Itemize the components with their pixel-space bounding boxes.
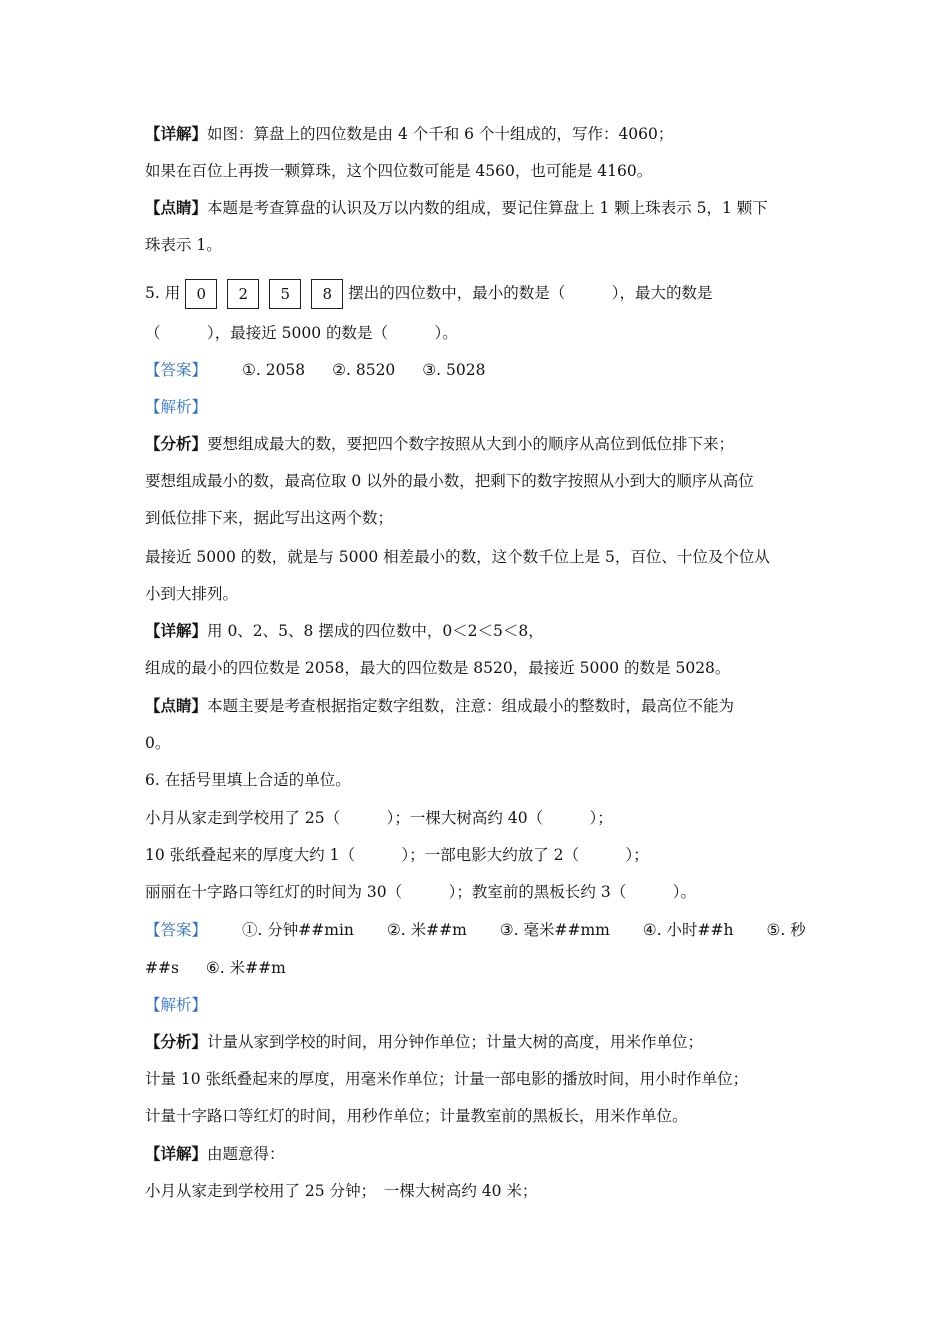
text-line: 0。	[145, 734, 171, 752]
text-line: 要想组成最小的数，最高位取 0 以外的最小数，把剩下的数字按照从小到大的顺序从高位	[145, 472, 754, 490]
answer-item: ②. 米##m	[386, 921, 467, 939]
question-6-line: 小月从家走到学校用了 25（ ）；一棵大树高约 40（ ）；	[145, 809, 613, 827]
answer-item: ③. 5028	[422, 361, 486, 379]
analysis-text: 计量从家到学校的时间，用分钟作单位；计量大树的高度，用米作单位；	[207, 1033, 704, 1051]
analysis-text: 要想组成最大的数，要把四个数字按照从大到小的顺序从高位到低位排下来；	[207, 435, 735, 453]
digit-card: 0	[185, 279, 217, 309]
answer-item: ①. 分钟##min	[241, 921, 354, 939]
comment-text: 本题是考查算盘的认识及万以内数的组成，要记住算盘上 1 颗上珠表示 5，1 颗下	[207, 199, 768, 217]
answer-item: ④. 小时##h	[642, 921, 734, 939]
answer-item: ⑤. 秒	[766, 921, 806, 939]
question-6-line: 10 张纸叠起来的厚度大约 1（ ）；一部电影大约放了 2（ ）；	[145, 846, 649, 864]
text-line: 最接近 5000 的数，就是与 5000 相差最小的数，这个数千位上是 5，百位、十位及个位从	[145, 548, 770, 566]
digit-card: 2	[227, 279, 259, 309]
comment-text: 本题主要是考查根据指定数字组数，注意：组成最小的整数时，最高位不能为	[207, 697, 735, 715]
comment-tag: 【点睛】	[145, 696, 208, 715]
comment-line	[145, 198, 768, 218]
detail-tag: 【详解】	[145, 124, 208, 143]
question-5	[145, 279, 712, 309]
answer-tag: 【答案】	[145, 361, 208, 379]
text-line: 小到大排列。	[145, 585, 239, 603]
answer-item: ①. 2058	[241, 361, 306, 379]
text-line: 如果在百位上再拨一颗算珠，这个四位数可能是 4560，也可能是 4160。	[145, 162, 653, 180]
answer-line	[145, 360, 485, 380]
analysis-heading: 【解析】	[145, 996, 208, 1014]
text-line: 组成的最小的四位数是 2058，最大的四位数是 8520，最接近 5000 的数是 5028。	[145, 659, 731, 677]
answer-item: ③. 毫米##mm	[499, 921, 610, 939]
question-text: 摆出的四位数中，最小的数是（ ），最大的数是	[348, 284, 713, 302]
detail-line	[145, 1144, 285, 1164]
answer-item: ⑥. 米##m	[205, 959, 286, 977]
question-5-cont: （ ），最接近 5000 的数是（ ）。	[145, 324, 458, 342]
detail-text: 用 0、2、5、8 摆成的四位数中，0＜2＜5＜8，	[207, 622, 544, 640]
answer-tag: 【答案】	[145, 921, 208, 939]
question-6-line: 丽丽在十字路口等红灯的时间为 30（ ）；教室前的黑板长约 3（ ）。	[145, 883, 696, 901]
text-line: 计量十字路口等红灯的时间，用秒作单位；计量教室前的黑板长，用米作单位。	[145, 1107, 688, 1125]
question-number: 5. 用	[145, 284, 181, 302]
detail-text: 如图：算盘上的四位数是由 4 个千和 6 个十组成的，写作：4060；	[207, 125, 674, 143]
detail-tag: 【详解】	[145, 621, 208, 640]
detail-tag: 【详解】	[145, 1144, 208, 1163]
text-line: 计量 10 张纸叠起来的厚度，用毫米作单位；计量一部电影的播放时间，用小时作单位；	[145, 1070, 749, 1088]
answer-line-cont	[145, 958, 286, 978]
analysis-line	[145, 434, 734, 454]
question-6: 6. 在括号里填上合适的单位。	[145, 771, 351, 789]
answer-line	[145, 920, 806, 940]
analysis-tag: 【分析】	[145, 1032, 208, 1051]
detail-text: 由题意得：	[207, 1145, 285, 1163]
detail-line-1	[145, 124, 673, 144]
comment-tag: 【点睛】	[145, 198, 208, 217]
detail-line	[145, 621, 544, 641]
text-line: 小月从家走到学校用了 25 分钟； 一棵大树高约 40 米；	[145, 1182, 538, 1200]
text-line: 珠表示 1。	[145, 236, 222, 254]
digit-card: 5	[269, 279, 301, 309]
analysis-heading: 【解析】	[145, 398, 208, 416]
analysis-line	[145, 1032, 703, 1052]
answer-item: ②. 8520	[332, 361, 396, 379]
text-line: 到低位排下来，据此写出这两个数；	[145, 509, 394, 527]
comment-line	[145, 696, 734, 716]
digit-card: 8	[311, 279, 343, 309]
answer-item: ##s	[145, 959, 179, 977]
analysis-tag: 【分析】	[145, 434, 208, 453]
